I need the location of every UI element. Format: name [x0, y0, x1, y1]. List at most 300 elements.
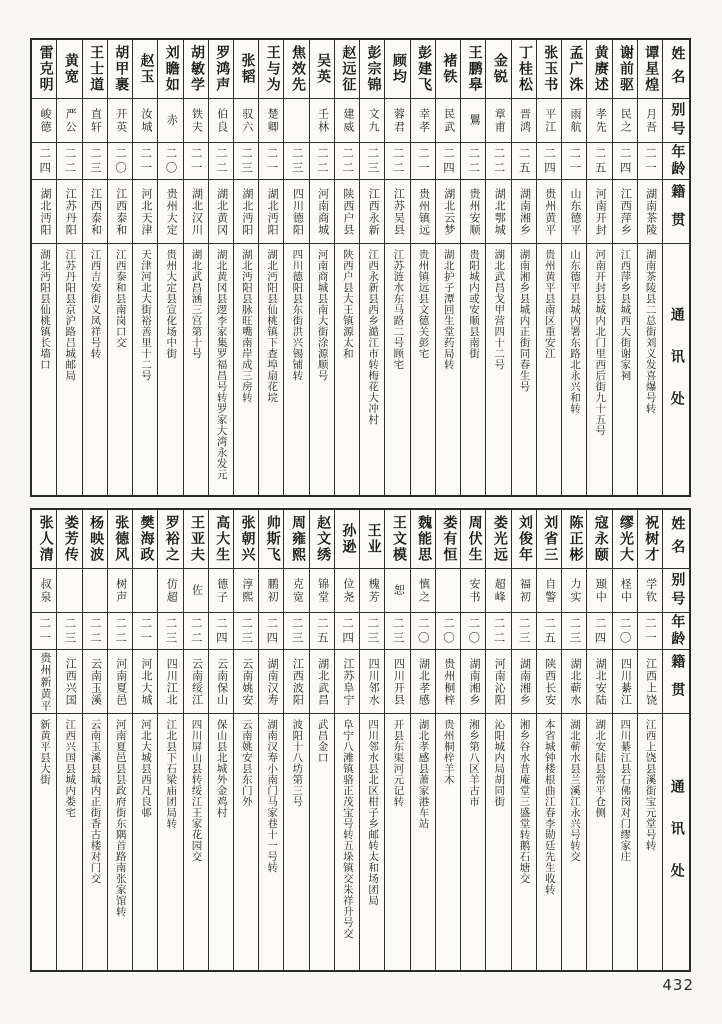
person-column	[536, 510, 561, 970]
person-byname	[360, 569, 384, 613]
person-name-text: 周雍熙	[289, 515, 305, 563]
person-name	[310, 40, 334, 99]
person-byname	[335, 569, 359, 613]
person-native	[436, 650, 460, 714]
person-native	[133, 180, 157, 244]
person-native-text: 陕西户县	[341, 187, 354, 236]
person-age-text: 二三	[290, 616, 303, 646]
person-address-text: 江西吉安街义凤祥号转	[89, 249, 101, 359]
person-native-text: 贵州新黄平	[39, 651, 52, 712]
person-address	[234, 244, 258, 495]
person-name	[512, 510, 536, 569]
person-native-text: 四川綦江	[619, 657, 632, 706]
person-byname	[335, 99, 359, 143]
person-address-text: 湖南湘乡县城内正街同春生号	[518, 249, 530, 392]
person-byname-text: 驭六	[240, 107, 253, 134]
person-address	[562, 714, 586, 970]
person-name-text: 张人清	[37, 515, 53, 563]
person-address-text: 湖北安陆县常平仓侧	[594, 719, 606, 818]
person-byname	[385, 569, 409, 613]
person-address-text: 河南商城县南大街涂源顺号	[316, 249, 328, 381]
person-name	[436, 40, 460, 99]
person-name-text: 寇永颐	[592, 515, 608, 563]
person-column	[233, 510, 258, 970]
person-address	[108, 244, 132, 495]
person-name-text: 缪光大	[617, 515, 633, 563]
person-byname	[234, 569, 258, 613]
person-byname-text: 慎之	[417, 577, 430, 604]
person-byname-text: 峻德	[39, 107, 52, 134]
person-native	[184, 180, 208, 244]
person-name-text: 刘瞻如	[163, 45, 179, 93]
person-column	[157, 510, 182, 970]
person-address-text: 天津河北大街裕善里十二号	[139, 249, 151, 381]
person-column	[334, 40, 359, 495]
person-age	[512, 613, 536, 650]
person-age-text: 二〇	[618, 616, 631, 646]
person-native	[638, 650, 662, 714]
person-name	[411, 510, 435, 569]
person-address	[184, 714, 208, 970]
person-name	[613, 40, 637, 99]
person-byname-text: 直轩	[89, 107, 102, 134]
person-byname	[284, 99, 308, 143]
person-age	[461, 143, 485, 180]
person-column	[410, 510, 435, 970]
person-column	[309, 40, 334, 495]
person-age-text: 二一	[189, 146, 202, 176]
person-native	[385, 180, 409, 244]
person-native-text: 湖北沔阳	[39, 187, 52, 236]
person-native-text: 湖北云梦	[442, 187, 455, 236]
person-name	[461, 510, 485, 569]
person-age	[638, 613, 662, 650]
person-byname	[562, 99, 586, 143]
person-byname-text: 力实	[568, 577, 581, 604]
person-name-text: 褚铁	[441, 53, 457, 85]
person-name	[512, 40, 536, 99]
person-address	[284, 244, 308, 495]
person-age	[385, 613, 409, 650]
person-byname-text: 佐	[190, 584, 203, 597]
field-label-name	[663, 510, 689, 569]
field-label-address-text: 通讯处	[668, 779, 684, 905]
person-byname	[32, 569, 56, 613]
person-column	[561, 510, 586, 970]
person-address	[259, 244, 283, 495]
person-native-text: 江西上饶	[644, 657, 657, 706]
person-age	[562, 613, 586, 650]
person-name	[335, 40, 359, 99]
person-address	[57, 714, 81, 970]
person-byname	[108, 99, 132, 143]
person-age	[184, 613, 208, 650]
person-age	[184, 143, 208, 180]
person-age	[310, 613, 334, 650]
person-age	[562, 143, 586, 180]
person-byname-text: 章甫	[493, 107, 506, 134]
person-byname-text: 孝先	[594, 107, 607, 134]
person-age	[234, 613, 258, 650]
field-label-native-text: 籍贯	[669, 183, 685, 240]
person-age-text: 二四	[593, 616, 606, 646]
person-native-text: 江西泰和	[114, 187, 127, 236]
person-address	[284, 714, 308, 970]
person-age	[133, 613, 157, 650]
person-name-text: 王亚夫	[189, 515, 204, 563]
person-age	[587, 613, 611, 650]
person-address	[310, 714, 334, 970]
person-address	[234, 714, 258, 970]
person-address	[83, 244, 107, 495]
person-native-text: 湖南茶陵	[644, 187, 657, 236]
person-age	[158, 613, 182, 650]
person-native	[57, 180, 81, 244]
person-age	[108, 143, 132, 180]
person-native	[537, 650, 561, 714]
person-byname	[486, 99, 510, 143]
person-native-text: 四川开县	[392, 657, 405, 706]
person-age-text: 二三	[240, 146, 253, 176]
field-label-address-text: 通讯处	[668, 306, 684, 433]
person-name-text: 胡敏学	[189, 45, 204, 93]
field-label-age	[663, 143, 689, 180]
person-name	[259, 40, 283, 99]
person-column	[132, 510, 157, 970]
field-label-address	[663, 714, 689, 970]
person-byname-text: 开英	[114, 107, 127, 134]
person-byname	[537, 99, 561, 143]
person-native	[83, 650, 107, 714]
person-native	[486, 180, 510, 244]
person-name	[360, 510, 384, 569]
person-byname	[613, 99, 637, 143]
person-age	[335, 613, 359, 650]
field-label-byname	[663, 99, 689, 143]
field-header-column	[662, 40, 689, 495]
person-age-text: 二三	[290, 146, 303, 176]
person-address	[158, 244, 182, 495]
person-name	[486, 40, 510, 99]
field-label-name-text: 姓名	[669, 46, 685, 92]
person-column	[460, 40, 485, 495]
person-byname-text: 文九	[367, 107, 380, 134]
person-column	[435, 510, 460, 970]
person-age-text: 二四	[542, 146, 555, 176]
person-address-text: 沁阳城内局胡同街	[493, 719, 505, 807]
person-native-text: 山东德平	[568, 187, 581, 236]
person-column	[56, 40, 81, 495]
person-native-text: 河北天津	[139, 187, 152, 236]
person-name-text: 孟广洙	[567, 45, 583, 93]
person-age	[436, 613, 460, 650]
person-age-text: 二三	[88, 146, 101, 176]
person-address	[32, 244, 56, 495]
person-byname-text: 恕	[392, 584, 405, 597]
person-native	[234, 180, 258, 244]
person-address-text: 湖北沔阳县脉旺嘴南岸成三房转	[240, 249, 252, 403]
person-name-text: 张朝兴	[239, 515, 255, 563]
person-name-text: 赵玉	[138, 53, 154, 85]
person-address	[587, 244, 611, 495]
person-name	[613, 510, 637, 569]
person-native	[133, 650, 157, 714]
person-byname	[310, 99, 334, 143]
person-name-text: 孙逊	[340, 523, 356, 555]
person-name-text: 张德风	[113, 515, 129, 563]
person-address-text: 湖北黄冈县逻李家集罗福昌号转罗家大湾永发元	[215, 249, 227, 480]
person-age	[411, 143, 435, 180]
person-native-text: 湖北沔阳	[266, 187, 279, 236]
person-column	[183, 510, 208, 970]
person-age-text: 二二	[492, 146, 505, 176]
person-byname	[57, 569, 81, 613]
field-label-byname-text: 别号	[669, 571, 685, 610]
person-native-text: 江西萍乡	[619, 187, 632, 236]
person-native-text: 江苏吴县	[392, 187, 405, 236]
person-byname	[537, 569, 561, 613]
person-byname-text: 锦堂	[316, 577, 329, 604]
person-name	[310, 510, 334, 569]
person-name	[385, 510, 409, 569]
person-byname-text: 平江	[543, 107, 556, 134]
person-name-text: 张玉书	[542, 45, 558, 93]
page-number: 432	[662, 976, 694, 994]
person-column	[586, 510, 611, 970]
person-age-text: 二二	[492, 616, 505, 646]
person-age	[461, 613, 485, 650]
person-byname	[184, 569, 208, 613]
person-column	[637, 510, 662, 970]
person-native-text: 湖北沔阳	[240, 187, 253, 236]
person-name-text: 赵文绣	[315, 515, 331, 563]
person-name-text: 罗裕之	[163, 515, 179, 563]
person-byname	[83, 99, 107, 143]
person-age-text: 二四	[265, 616, 278, 646]
person-native	[284, 180, 308, 244]
person-native-text: 四川江北	[165, 657, 178, 706]
person-native	[587, 650, 611, 714]
person-native-text: 湖北武昌	[316, 657, 329, 706]
person-name	[234, 40, 258, 99]
person-name	[638, 40, 662, 99]
person-native	[335, 650, 359, 714]
person-native	[108, 180, 132, 244]
person-native	[259, 650, 283, 714]
person-byname	[562, 569, 586, 613]
person-column	[536, 40, 561, 495]
person-native-text: 贵州安顺	[468, 187, 481, 236]
person-address-text: 贵州桐梓羊木	[442, 719, 454, 785]
person-age-text: 二五	[593, 146, 606, 176]
person-age-text: 二二	[214, 146, 227, 176]
person-column	[258, 40, 283, 495]
person-name-text: 陈正彬	[567, 515, 583, 563]
person-native-text: 湖北孝感	[417, 657, 430, 706]
person-name-text: 樊海政	[138, 515, 154, 563]
person-name-text: 吴英	[315, 53, 331, 85]
person-byname	[234, 99, 258, 143]
person-address-text: 四川屏山县转绥江王家花园交	[190, 719, 202, 862]
person-native-text: 贵州桐梓	[442, 657, 455, 706]
person-name-text: 帅斯飞	[264, 515, 280, 563]
person-native-text: 四川德阳	[291, 187, 304, 236]
person-name-text: 祝树才	[643, 515, 659, 563]
person-byname-text: 幸孝	[417, 107, 430, 134]
person-native-text: 贵州镇远	[417, 187, 430, 236]
person-byname-text: 颋中	[594, 577, 607, 604]
person-address-text: 湖北沔阳县仙桃镇下查埠扇花垸	[266, 249, 278, 403]
person-age	[638, 143, 662, 180]
person-native-text: 江苏丹阳	[64, 187, 77, 236]
person-native	[638, 180, 662, 244]
person-native-text: 湖北汉川	[190, 187, 203, 236]
person-byname	[133, 569, 157, 613]
person-age-text: 二二	[63, 146, 76, 176]
person-column	[32, 510, 56, 970]
person-column	[485, 510, 510, 970]
person-byname-text: 德子	[215, 577, 228, 604]
person-column	[107, 510, 132, 970]
person-native	[486, 650, 510, 714]
person-name-text: 刘省三	[542, 515, 558, 563]
person-native-text: 云南姚安	[240, 657, 253, 706]
person-byname	[587, 569, 611, 613]
person-native	[57, 650, 81, 714]
person-name-text: 王文模	[390, 515, 406, 563]
person-age-text: 二四	[38, 146, 51, 176]
person-byname	[158, 569, 182, 613]
person-native-text: 湖北蕲水	[568, 657, 581, 706]
person-name	[461, 40, 485, 99]
field-label-name-text: 姓名	[669, 516, 685, 562]
person-column	[132, 40, 157, 495]
person-name-text: 王鹏皋	[466, 45, 482, 93]
field-label-native-text: 籍贯	[669, 653, 685, 710]
person-address-text: 保山县北城外金鸡村	[215, 719, 227, 818]
person-name	[335, 510, 359, 569]
person-age-text: 二一	[139, 146, 152, 176]
person-age-text: 二二	[113, 616, 126, 646]
person-native	[461, 650, 485, 714]
person-column	[309, 510, 334, 970]
person-age	[613, 613, 637, 650]
person-address	[133, 244, 157, 495]
person-age-text: 二四	[442, 146, 455, 176]
person-byname	[461, 569, 485, 613]
person-column	[56, 510, 81, 970]
person-name	[57, 40, 81, 99]
person-native	[562, 180, 586, 244]
person-name	[411, 40, 435, 99]
person-byname-text: 楚卿	[266, 107, 279, 134]
person-address	[512, 714, 536, 970]
person-native-text: 湖南湘乡	[518, 657, 531, 706]
field-header-column	[662, 510, 689, 970]
person-native-text: 河南开封	[594, 187, 607, 236]
person-byname-text: 雨航	[568, 107, 581, 134]
person-name-text: 赵远征	[340, 45, 356, 93]
person-address	[587, 714, 611, 970]
field-label-byname-text: 别号	[669, 101, 685, 140]
person-name-text: 雷克明	[37, 45, 53, 93]
person-name	[158, 40, 182, 99]
person-age-text: 二一	[568, 146, 581, 176]
person-age	[284, 143, 308, 180]
person-column	[157, 40, 182, 495]
person-byname	[108, 569, 132, 613]
person-age-text: 二二	[189, 616, 202, 646]
person-age-text: 二三	[366, 146, 379, 176]
person-byname	[411, 99, 435, 143]
person-address	[411, 714, 435, 970]
person-name	[184, 510, 208, 569]
field-label-address	[663, 244, 689, 495]
person-byname-text: 鸎	[468, 114, 481, 127]
person-address	[385, 244, 409, 495]
person-age-text: 二二	[391, 146, 404, 176]
person-age	[284, 613, 308, 650]
person-byname-text: 蓉君	[392, 107, 405, 134]
person-name-text: 魏能思	[416, 515, 432, 563]
person-address-text: 湖北武昌涵三宫第十号	[190, 249, 202, 359]
person-address-text: 湖北护子潭回生堂药局转	[442, 249, 454, 370]
person-native-text: 河南沁阳	[493, 657, 506, 706]
person-age-text: 二三	[240, 616, 253, 646]
person-address-text: 江西上饶县溪街宝元堂号转	[644, 719, 656, 851]
person-name-text: 周伏生	[466, 515, 482, 563]
person-native-text: 湖北安陆	[594, 657, 607, 706]
person-name	[537, 40, 561, 99]
person-address	[436, 244, 460, 495]
person-native	[411, 650, 435, 714]
person-age-text: 二二	[341, 146, 354, 176]
person-address	[638, 244, 662, 495]
person-address-text: 江北县下石梁庙团局转	[165, 719, 177, 829]
person-byname-text: 铁夫	[190, 107, 203, 134]
person-native-text: 湖北黄冈	[215, 187, 228, 236]
person-address	[486, 244, 510, 495]
person-name	[284, 40, 308, 99]
person-column	[233, 40, 258, 495]
person-age	[234, 143, 258, 180]
person-age-text: 二一	[38, 616, 51, 646]
person-age-text: 二三	[63, 616, 76, 646]
person-age	[209, 143, 233, 180]
person-byname	[587, 99, 611, 143]
person-byname	[411, 569, 435, 613]
person-age	[310, 143, 334, 180]
person-address	[360, 714, 384, 970]
person-column	[334, 510, 359, 970]
person-address	[385, 714, 409, 970]
person-name	[32, 510, 56, 569]
person-address	[335, 244, 359, 495]
person-age	[436, 143, 460, 180]
person-native	[587, 180, 611, 244]
person-name-text: 黄宽	[62, 53, 78, 85]
person-age	[512, 143, 536, 180]
person-byname	[284, 569, 308, 613]
person-byname	[385, 99, 409, 143]
person-name	[83, 510, 107, 569]
person-byname-text: 月吾	[644, 107, 657, 134]
person-byname-text: 晋鸿	[518, 107, 531, 134]
person-age-text: 二一	[643, 146, 656, 176]
person-native	[209, 650, 233, 714]
person-byname	[209, 99, 233, 143]
person-native-text: 河南夏邑	[114, 657, 127, 706]
